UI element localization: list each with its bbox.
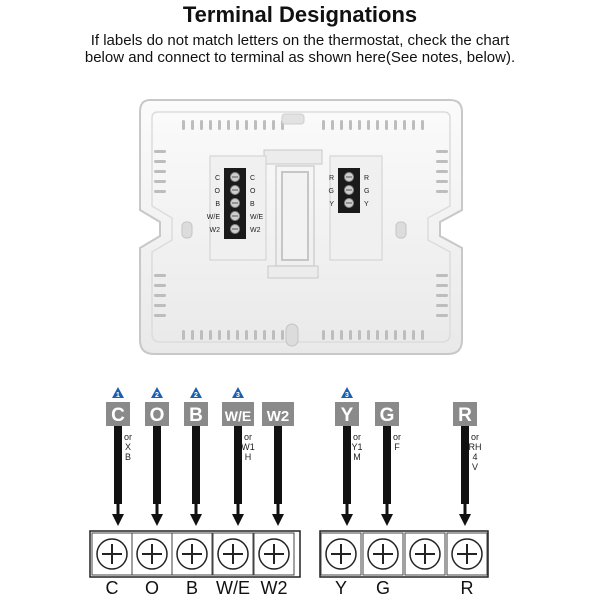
- vent-slot: [331, 330, 334, 340]
- wire-body: [192, 426, 200, 504]
- terminal-strip-right: [320, 531, 488, 577]
- vent-slot: [403, 330, 406, 340]
- wire-alt-label: RH: [468, 442, 482, 452]
- vent-slot: [436, 274, 448, 277]
- vent-slot: [436, 150, 448, 153]
- thermostat-back-plate: [140, 100, 462, 354]
- vent-slot: [322, 120, 325, 130]
- arrow-down-icon: [112, 514, 124, 526]
- wire-w-e: [222, 387, 255, 526]
- vent-slot: [218, 330, 221, 340]
- wire-r: [453, 402, 482, 526]
- wire-alt-label: W1: [241, 442, 255, 452]
- vent-slot: [436, 304, 448, 307]
- vent-slot: [376, 120, 379, 130]
- wire-y: [335, 387, 363, 526]
- wire-alt-label: B: [124, 452, 132, 462]
- wire-alt-label: or: [243, 432, 253, 442]
- wire-label: W/E: [224, 408, 252, 424]
- wire-label: B: [189, 405, 203, 426]
- wire-label: G: [379, 405, 395, 426]
- wire-alt-label: or: [392, 432, 402, 442]
- vent-slot: [236, 330, 239, 340]
- plate-label-right: G: [364, 188, 370, 195]
- vent-slot: [236, 120, 239, 130]
- vent-slot: [154, 294, 166, 297]
- vent-slot: [245, 120, 248, 130]
- plate-label-right: Y: [364, 201, 369, 208]
- vent-slot: [394, 330, 397, 340]
- plate-label-left: W/E: [206, 214, 220, 221]
- wire-alt-label: H: [244, 452, 252, 462]
- arrow-down-icon: [381, 514, 393, 526]
- vent-slot: [200, 330, 203, 340]
- vent-slot: [200, 120, 203, 130]
- vent-slot: [218, 120, 221, 130]
- vent-slot: [263, 120, 266, 130]
- wire-body: [383, 426, 391, 504]
- plate-label-right: C: [250, 175, 256, 182]
- terminal-label: O: [144, 578, 160, 598]
- vent-slot: [358, 120, 361, 130]
- vent-slot: [209, 120, 212, 130]
- vent-slot: [436, 190, 448, 193]
- vent-slot: [154, 304, 166, 307]
- wire-body: [343, 426, 351, 504]
- vent-slot: [154, 180, 166, 183]
- vent-slot: [209, 330, 212, 340]
- wire-label: O: [149, 405, 165, 426]
- wire-g: [375, 402, 401, 526]
- vent-slot: [412, 120, 415, 130]
- vent-slot: [367, 330, 370, 340]
- wire-w2: [262, 402, 294, 526]
- vent-slot: [358, 330, 361, 340]
- vent-slot: [340, 120, 343, 130]
- vent-slot: [376, 330, 379, 340]
- vent-slot: [349, 120, 352, 130]
- vent-slot: [245, 330, 248, 340]
- wire-body: [274, 426, 282, 504]
- wire-body: [114, 426, 122, 504]
- vent-slot: [191, 120, 194, 130]
- vent-slot: [154, 160, 166, 163]
- vent-slot: [254, 330, 257, 340]
- plate-label-left: R: [328, 175, 334, 182]
- vent-slot: [272, 120, 275, 130]
- terminal-label: G: [375, 578, 391, 598]
- vent-slot: [436, 180, 448, 183]
- plate-label-left: G: [328, 188, 334, 195]
- vent-slot: [154, 170, 166, 173]
- arrow-down-icon: [459, 514, 471, 526]
- plate-label-left: B: [215, 201, 220, 208]
- vent-slot: [263, 330, 266, 340]
- wire-alt-label: Y1: [351, 442, 363, 452]
- vent-slot: [436, 170, 448, 173]
- vent-slot: [403, 120, 406, 130]
- arrow-down-icon: [272, 514, 284, 526]
- vent-slot: [254, 120, 257, 130]
- vent-slot: [182, 120, 185, 130]
- wire-c: [106, 387, 132, 526]
- vent-slot: [272, 330, 275, 340]
- vent-slot: [394, 120, 397, 130]
- arrow-down-icon: [232, 514, 244, 526]
- subtitle-line-2: below and connect to terminal as shown here(See notes, below).: [84, 49, 516, 66]
- note-badge-number: 3: [236, 392, 240, 399]
- note-badge-number: 3: [345, 392, 349, 399]
- vent-slot: [340, 330, 343, 340]
- terminal-label: R: [460, 578, 474, 598]
- terminal-strip-left: [90, 531, 300, 577]
- wire-b: [184, 387, 208, 526]
- vent-slot: [349, 330, 352, 340]
- vent-slot: [154, 284, 166, 287]
- arrow-down-icon: [341, 514, 353, 526]
- wire-alt-label: or: [470, 432, 480, 442]
- plate-label-right: W2: [250, 227, 261, 234]
- vent-slot: [436, 314, 448, 317]
- vent-slot: [385, 120, 388, 130]
- vent-slot: [191, 330, 194, 340]
- terminal-labels: [106, 578, 474, 598]
- wire-alt-label: X: [124, 442, 132, 452]
- vent-slot: [385, 330, 388, 340]
- plate-label-right: R: [364, 175, 370, 182]
- vent-slot: [281, 330, 284, 340]
- vent-slot: [154, 150, 166, 153]
- vent-slot: [227, 330, 230, 340]
- vent-slot: [154, 314, 166, 317]
- vent-slot: [436, 284, 448, 287]
- vent-slot: [154, 190, 166, 193]
- terminal-label: C: [105, 578, 119, 598]
- wire-alt-label: or: [352, 432, 362, 442]
- arrow-down-icon: [151, 514, 163, 526]
- note-badge-number: 2: [194, 392, 198, 399]
- plate-label-right: O: [250, 188, 256, 195]
- note-badge-number: 1: [116, 392, 120, 399]
- note-badge-number: 2: [155, 392, 159, 399]
- wire-body: [461, 426, 469, 504]
- vent-slot: [322, 330, 325, 340]
- wire-label: Y: [340, 405, 354, 426]
- vent-slot: [367, 120, 370, 130]
- wire-body: [153, 426, 161, 504]
- terminal-label: B: [185, 578, 199, 598]
- subtitle-line-1: If labels do not match letters on the thermostat, check the chart: [90, 32, 510, 49]
- wire-alt-label: or: [123, 432, 133, 442]
- wire-body: [234, 426, 242, 504]
- vent-slot: [154, 274, 166, 277]
- vent-slot: [436, 160, 448, 163]
- vent-slot: [412, 330, 415, 340]
- wire-label: C: [111, 405, 125, 426]
- plate-label-left: W2: [209, 227, 220, 234]
- vent-slot: [182, 330, 185, 340]
- wire-label: R: [458, 405, 472, 426]
- wire-alt-label: V: [471, 462, 479, 472]
- plate-label-left: Y: [329, 201, 334, 208]
- vent-slot: [227, 120, 230, 130]
- vent-slot: [331, 120, 334, 130]
- plate-label-left: C: [214, 175, 220, 182]
- vent-slot: [421, 330, 424, 340]
- wire-o: [145, 387, 169, 526]
- wire-alt-label: M: [353, 452, 361, 462]
- terminal-label: W2: [260, 578, 288, 598]
- wire-label: W2: [266, 408, 290, 425]
- wire-legend: [106, 387, 482, 526]
- terminal-label: W/E: [216, 578, 250, 598]
- plate-label-left: O: [214, 188, 220, 195]
- plate-label-right: W/E: [250, 214, 264, 221]
- arrow-down-icon: [190, 514, 202, 526]
- vent-slot: [436, 294, 448, 297]
- wire-alt-label: 4: [472, 452, 478, 462]
- wire-alt-label: F: [394, 442, 400, 452]
- terminal-label: Y: [334, 578, 348, 598]
- page-title: Terminal Designations: [182, 2, 418, 27]
- plate-label-right: B: [250, 201, 255, 208]
- vent-slot: [421, 120, 424, 130]
